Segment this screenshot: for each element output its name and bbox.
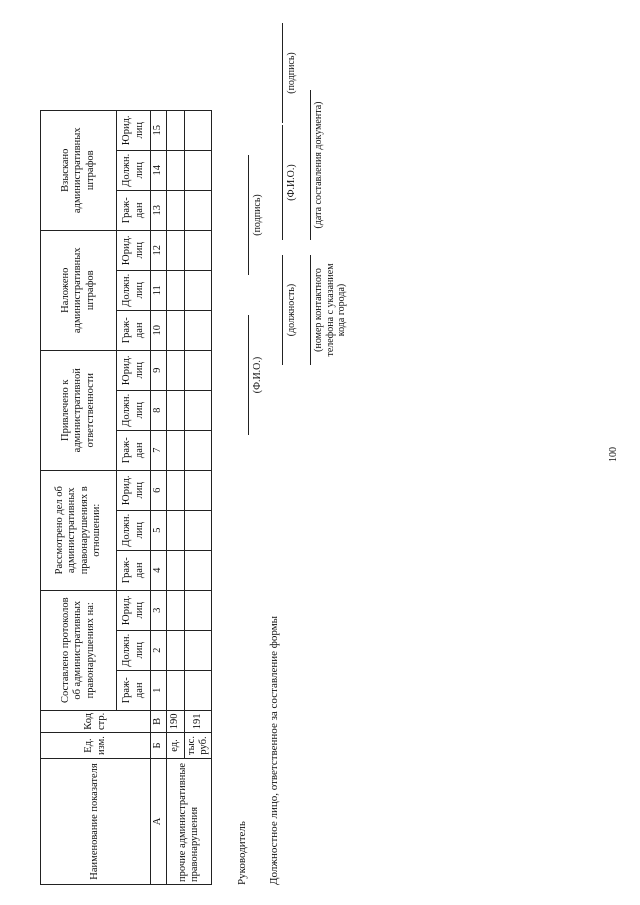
data-cell[interactable] — [185, 670, 212, 710]
signature-top-line — [282, 23, 283, 123]
header-group-protocols: Составлено протоколов об административных правонарушениях на: — [41, 590, 117, 710]
index-cell: 8 — [151, 390, 167, 430]
position-caption: (должность) — [286, 283, 297, 337]
signature-1-line — [248, 155, 249, 275]
signature-top-caption: (подпись) — [286, 52, 297, 94]
index-cell: 1 — [151, 670, 167, 710]
index-cell: 4 — [151, 550, 167, 590]
data-cell[interactable] — [185, 430, 212, 470]
subheader-citizens: Граж-дан — [117, 550, 151, 590]
index-row — [151, 110, 167, 884]
fio-2-caption: (Ф.И.О.) — [286, 164, 297, 201]
data-cell[interactable] — [167, 390, 185, 430]
page-number — [608, 448, 624, 462]
data-cell[interactable] — [167, 150, 185, 190]
signature-1-caption: (подпись) — [252, 194, 263, 236]
data-cell[interactable] — [167, 230, 185, 270]
responsible-label: Должностное лицо, ответственное за составление формы — [268, 615, 280, 885]
data-cell[interactable] — [185, 390, 212, 430]
date-caption: (дата составления документа) — [313, 101, 324, 229]
data-cell[interactable] — [167, 630, 185, 670]
table-row — [167, 110, 185, 884]
row-code: 190 — [167, 710, 185, 732]
phone-line — [310, 255, 311, 365]
header-group-prosecuted: Привлечено к административной ответственности — [41, 350, 117, 470]
header-row — [41, 110, 117, 884]
index-cell: 3 — [151, 590, 167, 630]
date-line — [310, 90, 311, 240]
index-cell: В — [151, 710, 167, 732]
data-cell[interactable] — [167, 470, 185, 510]
header-name: Наименование показателя — [41, 759, 151, 885]
data-cell[interactable] — [167, 550, 185, 590]
header-group-fines-collected: Взыскано административных штрафов — [41, 110, 117, 230]
index-cell: 10 — [151, 310, 167, 350]
subheader-officials: Должн. лиц — [117, 150, 151, 190]
subheader-citizens: Граж-дан — [117, 430, 151, 470]
index-cell: 14 — [151, 150, 167, 190]
fio-1-caption: (Ф.И.О.) — [252, 356, 263, 394]
data-cell[interactable] — [185, 590, 212, 630]
phone-caption: (номер контактного телефона с указанием кода города) — [313, 263, 347, 357]
row-unit: ед. — [167, 733, 185, 759]
data-cell[interactable] — [185, 470, 212, 510]
row-name: прочие административные правонарушения — [167, 759, 212, 885]
index-cell: 13 — [151, 190, 167, 230]
data-cell[interactable] — [167, 590, 185, 630]
data-cell[interactable] — [167, 190, 185, 230]
subheader-officials: Должн. лиц — [117, 630, 151, 670]
index-cell: 15 — [151, 110, 167, 150]
data-cell[interactable] — [167, 110, 185, 150]
subheader-legal: Юрид. лиц — [117, 350, 151, 390]
subheader-legal: Юрид. лиц — [117, 110, 151, 150]
index-cell: А — [151, 759, 167, 885]
data-cell[interactable] — [185, 630, 212, 670]
index-cell: 9 — [151, 350, 167, 390]
subheader-officials: Должн. лиц — [117, 270, 151, 310]
index-cell: 2 — [151, 630, 167, 670]
subheader-officials: Должн. лиц — [117, 510, 151, 550]
data-cell[interactable] — [185, 350, 212, 390]
head-label: Руководитель — [236, 821, 248, 885]
data-cell[interactable] — [185, 150, 212, 190]
index-cell: 5 — [151, 510, 167, 550]
header-code: Код стр. — [41, 710, 151, 732]
data-cell[interactable] — [167, 270, 185, 310]
subheader-officials: Должн. лиц — [117, 390, 151, 430]
report-table — [40, 110, 212, 885]
data-cell[interactable] — [185, 190, 212, 230]
page-number-text: 100 — [608, 447, 619, 462]
fio-2-line — [282, 125, 283, 240]
fio-1-line — [248, 315, 249, 435]
index-cell: 11 — [151, 270, 167, 310]
subheader-citizens: Граж-дан — [117, 670, 151, 710]
data-cell[interactable] — [185, 510, 212, 550]
header-unit: Ед. изм. — [41, 733, 151, 759]
subheader-legal: Юрид. лиц — [117, 230, 151, 270]
index-cell: 12 — [151, 230, 167, 270]
header-group-fines-imposed: Наложено административных штрафов — [41, 230, 117, 350]
data-cell[interactable] — [185, 270, 212, 310]
row-code: 191 — [185, 710, 212, 732]
data-cell[interactable] — [167, 310, 185, 350]
subheader-citizens: Граж-дан — [117, 310, 151, 350]
subheader-citizens: Граж-дан — [117, 190, 151, 230]
index-cell: Б — [151, 733, 167, 759]
data-cell[interactable] — [167, 670, 185, 710]
data-cell[interactable] — [185, 110, 212, 150]
data-cell[interactable] — [185, 550, 212, 590]
data-cell[interactable] — [185, 230, 212, 270]
data-cell[interactable] — [167, 430, 185, 470]
index-cell: 7 — [151, 430, 167, 470]
data-cell[interactable] — [167, 510, 185, 550]
header-group-considered: Рассмотрено дел об административных правонарушениях в отношении: — [41, 470, 117, 590]
subheader-legal: Юрид. лиц — [117, 470, 151, 510]
data-cell[interactable] — [167, 350, 185, 390]
data-cell[interactable] — [185, 310, 212, 350]
subheader-legal: Юрид. лиц — [117, 590, 151, 630]
position-line — [282, 255, 283, 365]
row-unit: тыс. руб. — [185, 733, 212, 759]
index-cell: 6 — [151, 470, 167, 510]
